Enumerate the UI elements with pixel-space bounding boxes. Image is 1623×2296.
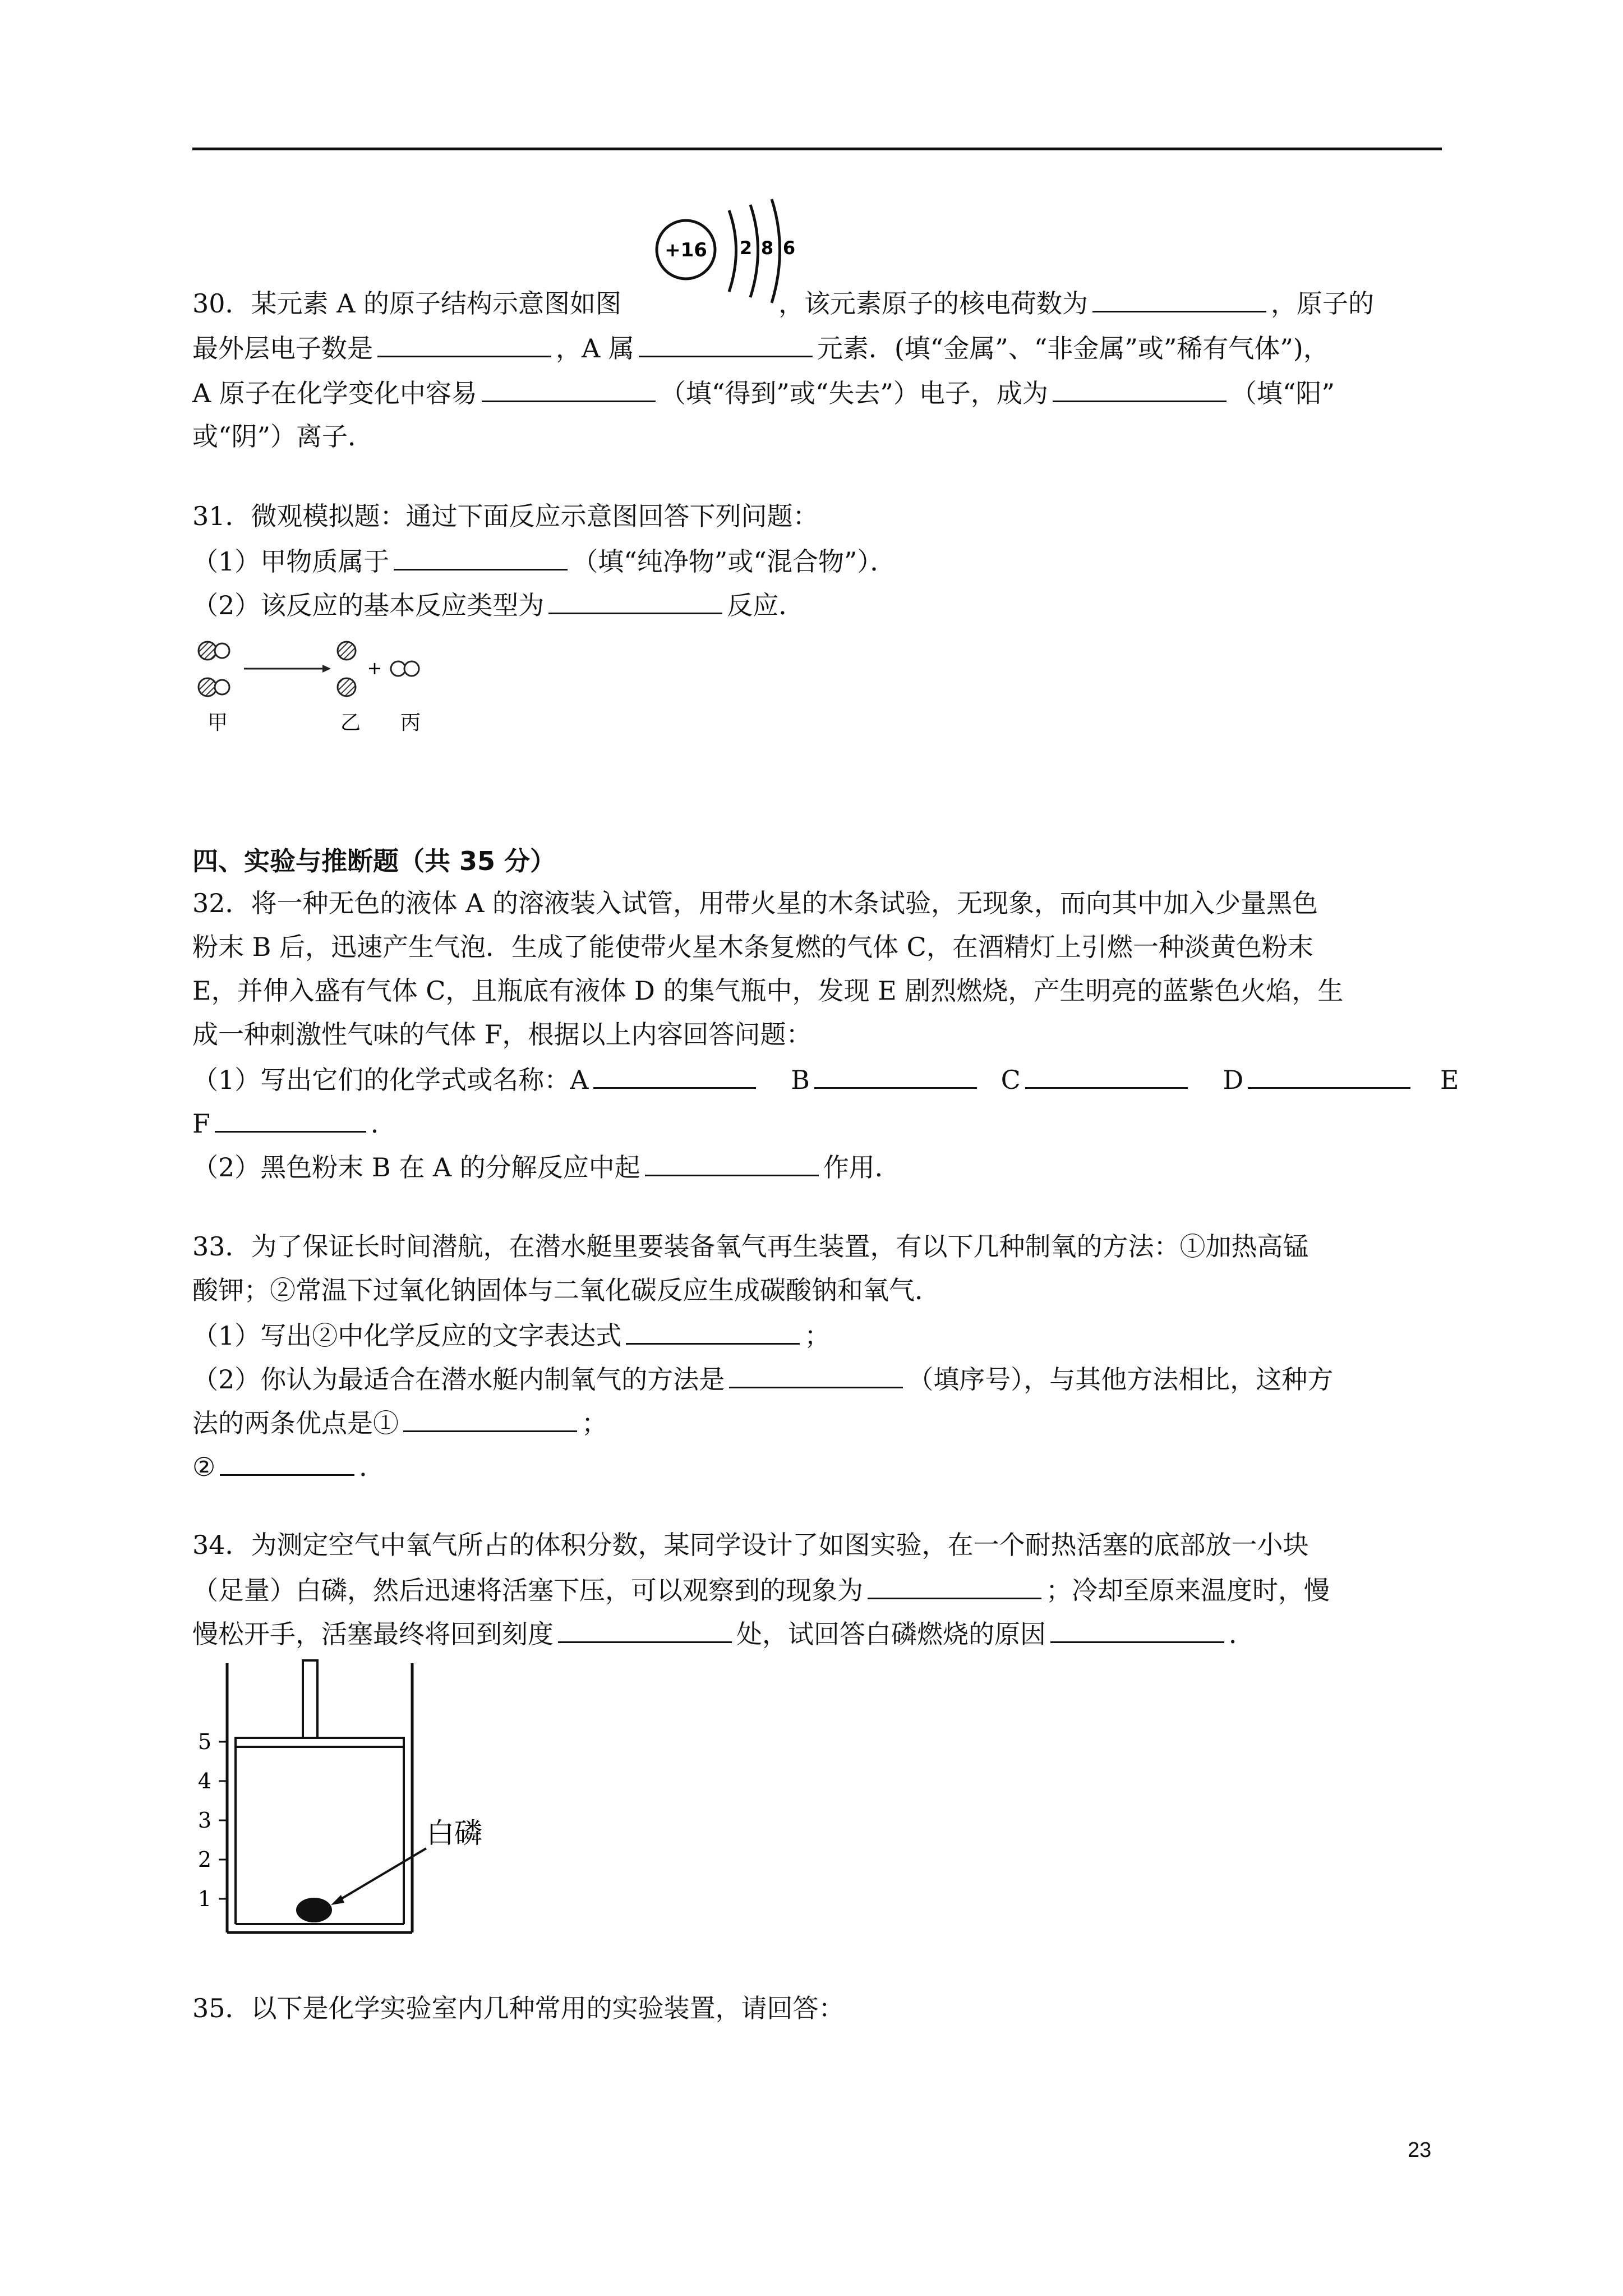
answer-blank[interactable] <box>626 1317 800 1345</box>
q32-line-1: 32．将一种无色的液体 A 的溶液装入试管，用带火星的木条试验，无现象，而向其中加入少量黑色 <box>192 888 1318 918</box>
answer-blank[interactable] <box>639 330 813 357</box>
page-number: 23 <box>1408 2138 1432 2162</box>
answer-blank[interactable] <box>868 1572 1041 1599</box>
label-yi: 乙 <box>340 711 361 734</box>
shell-3-electrons: 6 <box>782 237 796 259</box>
answer-blank[interactable] <box>558 1616 732 1643</box>
q30-line-1: 30．某元素 A 的原子结构示意图如图 ，该元素原子的核电荷数为 ，原子的 <box>192 285 1374 324</box>
q32-part-1-cont: F ． <box>192 1105 396 1144</box>
piston-apparatus-figure <box>191 1655 550 1952</box>
answer-blank[interactable] <box>1053 375 1227 402</box>
answer-blank-c[interactable] <box>1025 1061 1188 1089</box>
q31-part-1: （1）甲物质属于 （填“纯净物”或“混合物”）． <box>192 543 896 582</box>
section-4-heading: 四、实验与推断题（共 35 分） <box>192 846 556 876</box>
q32-part-1: （1）写出它们的化学式或名称：A B C D E <box>192 1061 1459 1101</box>
scale-tick-3: 3 <box>197 1808 212 1833</box>
q32-part-2: （2）黑色粉末 B 在 A 的分解反应中起 作用． <box>192 1149 901 1188</box>
q33-part-2: （2）你认为最适合在潜水艇内制氧气的方法是 （填序号），与其他方法相比，这种方 <box>192 1361 1333 1400</box>
scale-tick-2: 2 <box>197 1847 212 1872</box>
label-jia: 甲 <box>207 711 228 734</box>
answer-blank[interactable] <box>482 375 656 402</box>
q34-line-3: 慢松开手，活塞最终将回到刻度 处，试回答白磷燃烧的原因 ． <box>192 1616 1255 1655</box>
q30-line-4: 或“阴”）离子． <box>192 421 374 452</box>
scale-tick-4: 4 <box>197 1769 212 1793</box>
q33-part-2-cont: 法的两条优点是① ； <box>192 1405 607 1444</box>
q30-line-2: 最外层电子数是 ，A 属 元素．(填“金属”、“非金属”或”稀有气体”)， <box>192 330 1329 369</box>
answer-blank[interactable] <box>548 587 722 614</box>
q31-title: 31．微观模拟题：通过下面反应示意图回答下列问题： <box>192 501 819 531</box>
q34-line-1: 34．为测定空气中氧气所占的体积分数，某同学设计了如图实验，在一个耐热活塞的底部放一小块 <box>192 1530 1309 1560</box>
answer-blank-b[interactable] <box>814 1061 977 1089</box>
reaction-diagram <box>191 634 449 740</box>
q33-part-1: （1）写出②中化学反应的文字表达式 ； <box>192 1317 830 1356</box>
answer-blank-f[interactable] <box>215 1105 366 1133</box>
answer-blank[interactable] <box>1092 285 1266 312</box>
scale-tick-1: 1 <box>197 1887 212 1911</box>
answer-blank[interactable] <box>729 1361 903 1388</box>
q34-line-2: （足量）白磷，然后迅速将活塞下压，可以观察到的现象为 ；冷却至原来温度时，慢 <box>192 1572 1330 1611</box>
answer-blank-a[interactable] <box>593 1061 756 1089</box>
q33-line-1: 33．为了保证长时间潜航，在潜水艇里要装备氧气再生装置，有以下几种制氧的方法：①加热高锰 <box>192 1231 1309 1262</box>
header-rule <box>192 148 1442 150</box>
answer-blank[interactable] <box>403 1405 577 1432</box>
answer-blank[interactable] <box>645 1149 819 1176</box>
answer-blank-d[interactable] <box>1248 1061 1410 1089</box>
q30-line-3: A 原子在化学变化中容易 （填“得到”或“失去”）电子，成为 （填“阳” <box>192 375 1335 414</box>
nucleus-charge: +16 <box>665 239 707 261</box>
answer-blank[interactable] <box>377 330 551 357</box>
answer-blank[interactable] <box>220 1448 354 1476</box>
q31-part-2: （2）该反应的基本反应类型为 反应． <box>192 587 804 626</box>
q32-line-2: 粉末 B 后，迅速产生气泡．生成了能使带火星木条复燃的气体 C，在酒精灯上引燃一种淡黄色粉末 <box>192 932 1313 962</box>
q33-line-2: 酸钾；②常温下过氧化钠固体与二氧化碳反应生成碳酸钠和氧气． <box>192 1275 940 1305</box>
answer-blank[interactable] <box>1050 1616 1224 1643</box>
scale-tick-5: 5 <box>197 1729 212 1754</box>
q33-part-3: ② ． <box>192 1448 385 1488</box>
label-bing: 丙 <box>400 711 421 734</box>
shell-2-electrons: 8 <box>760 237 774 259</box>
plus-sign: + <box>367 657 382 679</box>
answer-blank[interactable] <box>394 543 568 570</box>
q32-line-4: 成一种刺激性气味的气体 F，根据以上内容回答问题： <box>192 1019 812 1050</box>
white-phosphorus-label: 白磷 <box>426 1817 482 1849</box>
shell-1-electrons: 2 <box>739 237 753 259</box>
question-35: 35．以下是化学实验室内几种常用的实验装置，请回答： <box>192 1993 845 2023</box>
q32-line-3: E，并伸入盛有气体 C，且瓶底有液体 D 的集气瓶中，发现 E 剧烈燃烧，产生明亮的蓝紫色火焰，生 <box>192 976 1344 1006</box>
